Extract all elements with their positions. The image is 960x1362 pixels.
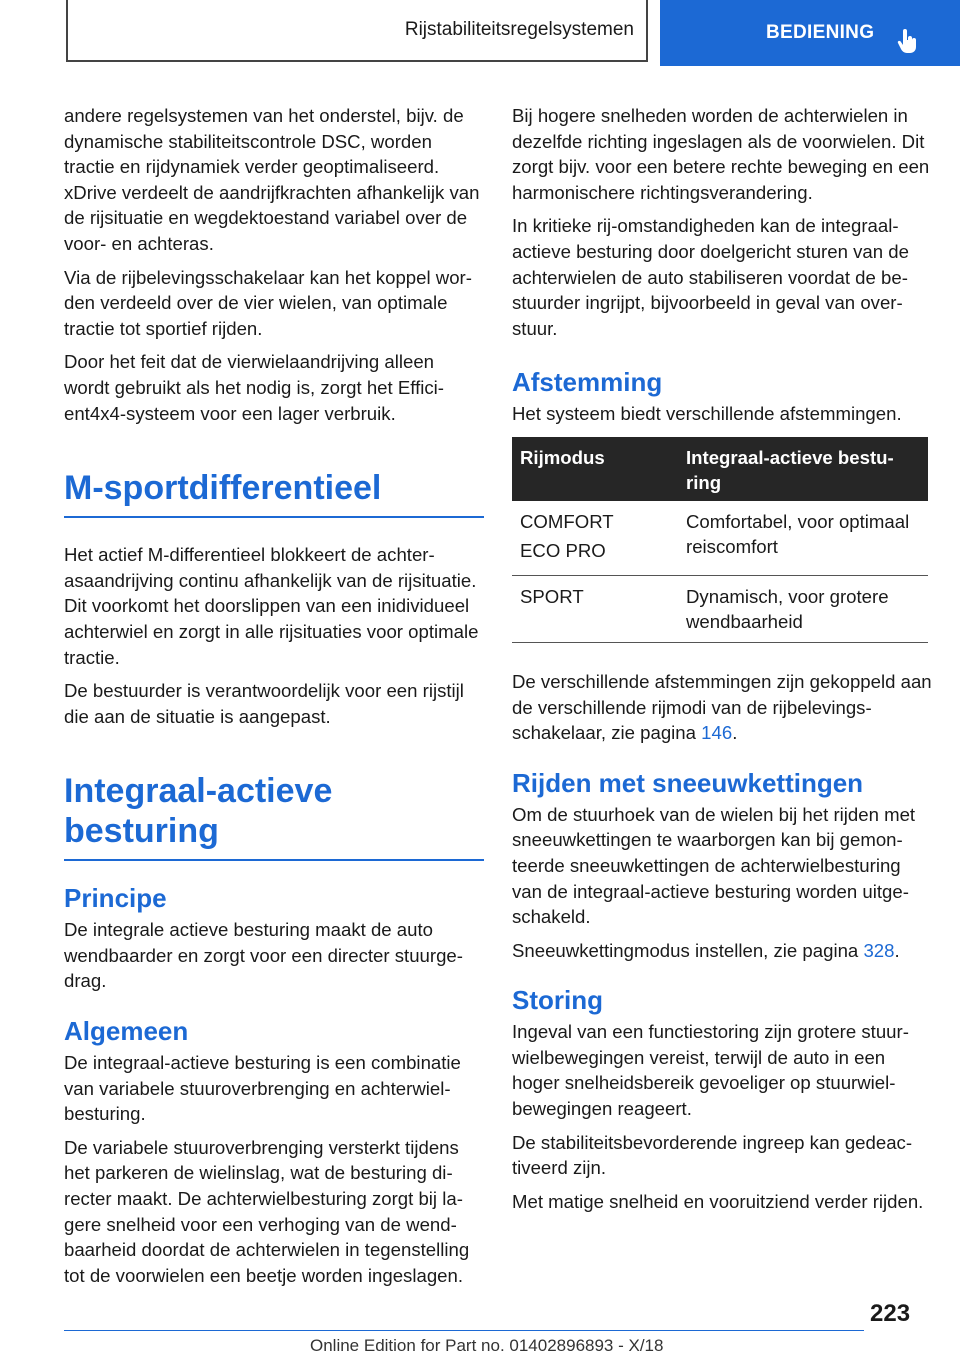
paragraph: De stabiliteitsbevorderende ingreep kan gedeactiveerd zijn.: [512, 1131, 913, 1179]
section-title: Rijstabiliteitsregelsystemen: [66, 0, 648, 62]
heading-afstemming: Afstemming: [512, 367, 663, 398]
table-cell: [512, 501, 678, 576]
table-header-row: [512, 437, 928, 501]
table-row: [512, 501, 928, 576]
paragraph: [512, 669, 934, 746]
table-cell: SPORT: [512, 575, 678, 642]
paragraph: Met matige snelheid en vooruitziend verder rijden.: [512, 1190, 924, 1212]
footer-edition: Online Edition for Part no. 01402896893 - X/18: [310, 1336, 664, 1355]
page-header: [0, 0, 960, 66]
paragraph: Het systeem biedt verschillende afstemmingen.: [512, 403, 902, 425]
right-column: [512, 103, 934, 1222]
paragraph: Door het feit dat de vierwielaandrijving alleen wordt gebruikt als het nodig is, zorgt het Efficient4x4-systeem voor een lager verbruik.: [64, 351, 444, 424]
text: .: [732, 722, 738, 744]
page-number: 223: [870, 1300, 911, 1327]
paragraph: [512, 938, 934, 964]
paragraph: De bestuurder is verantwoordelijk voor een rijstijl die aan de situatie is aangepast.: [64, 680, 464, 727]
heading-sneeuwkettingen: Rijden met sneeuwkettingen: [512, 767, 864, 798]
paragraph: De variabele stuuroverbrenging versterkt tijdens het parkeren de wielinslag, wat de besturing directer maakt. De achterwielbesturing zorgt bij lagere snelheid voor een verhoging van de wendbaarheid doordat de achterwielen in tegenstelling tot de voorwielen een beetje worden ingeslagen.: [64, 1136, 470, 1286]
paragraph: De integrale actieve besturing maakt de auto wendbaarder en zorgt voor een directer stuurgedrag.: [64, 919, 463, 992]
paragraph: Ingeval van een functiestoring zijn grotere stuurwielbewegingen vereist, terwijl de auto in een hoger snelheidsbereik gevoeliger op stuurwielbewegingen reageert.: [512, 1021, 909, 1120]
paragraph: Bij hogere snelheden worden de achterwielen in dezelfde richting ingeslagen als de voorwielen. Dit zorgt bijv. voor een betere rechte beweging en een harmonischere richtingsverandering.: [512, 105, 930, 203]
table-header-besturing: Integraal-actieve besturing: [678, 437, 928, 501]
page-link-146[interactable]: 146: [701, 722, 733, 744]
heading-m-sportdifferentieel: M-sportdifferentieel: [64, 468, 484, 518]
left-column: [64, 103, 484, 1296]
table-row: [512, 575, 928, 642]
paragraph: De integraal-actieve besturing is een combinatie van variabele stuuroverbrenging en achterwielbesturing.: [64, 1052, 461, 1125]
heading-principe: Principe: [64, 883, 167, 914]
paragraph: Via de rijbelevingsschakelaar kan het koppel worden verdeeld over de vier wielen, van optimale tractie tot sportief rijden.: [64, 266, 472, 339]
mode-comfort: COMFORT: [520, 510, 614, 532]
page-link-328[interactable]: 328: [863, 939, 895, 961]
heading-algemeen: Algemeen: [64, 1016, 189, 1047]
table-header-rijmodus: Rijmodus: [512, 437, 678, 501]
mode-eco-pro: ECO PRO: [520, 539, 606, 561]
table-cell: Dynamisch, voor grotere wendbaarheid: [678, 575, 928, 642]
footer-divider: [64, 1330, 864, 1331]
text: Sneeuwkettingmodus instellen, zie pagina: [512, 939, 864, 961]
heading-integraal-actieve-besturing: Integraal-actieve besturing: [64, 771, 484, 861]
hand-pointer-icon: [895, 28, 921, 54]
mode-table: [512, 437, 928, 643]
text: .: [894, 939, 900, 961]
paragraph: Om de stuurhoek van de wielen bij het rijden met sneeuwkettingen te waarborgen kan bij gemonteerde sneeuwkettingen de achterwielbesturing van de integraal-actieve besturing worden uitgeschakeld.: [512, 803, 916, 928]
text: De verschillende afstemmingen zijn gekoppeld aan de verschillende rijmodi van de rijbelevingsschakelaar, zie pagina: [512, 670, 932, 744]
paragraph: Het actief M-differentieel blokkeert de achterasaandrijving continu afhankelijk van de rijsituatie. Dit voorkomt het doorslippen van een inidividueel achterwiel en zorgt in alle rijsituaties voor optimale tractie.: [64, 544, 479, 668]
table-cell: Comfortabel, voor optimaal reiscomfort: [678, 501, 928, 576]
heading-storing: Storing: [512, 985, 603, 1016]
paragraph: andere regelsystemen van het onderstel, bijv. de dynamische stabiliteitscontrole DSC, worden tractie en rijdynamiek verder geoptimaliseerd. xDrive verdeelt de aandrijfkrachten afhankelijk van de rijsituatie en wegdektoestand variabel over de voor- en achteras.: [64, 105, 480, 254]
chapter-title: BEDIENING: [766, 22, 875, 43]
paragraph: In kritieke rij-omstandigheden kan de integraal-actieve besturing door doelgericht sturen van de achterwielen de auto stabiliseren voordat de bestuurder ingrijpt, bijvoorbeeld in geval van overstuur.: [512, 215, 909, 339]
